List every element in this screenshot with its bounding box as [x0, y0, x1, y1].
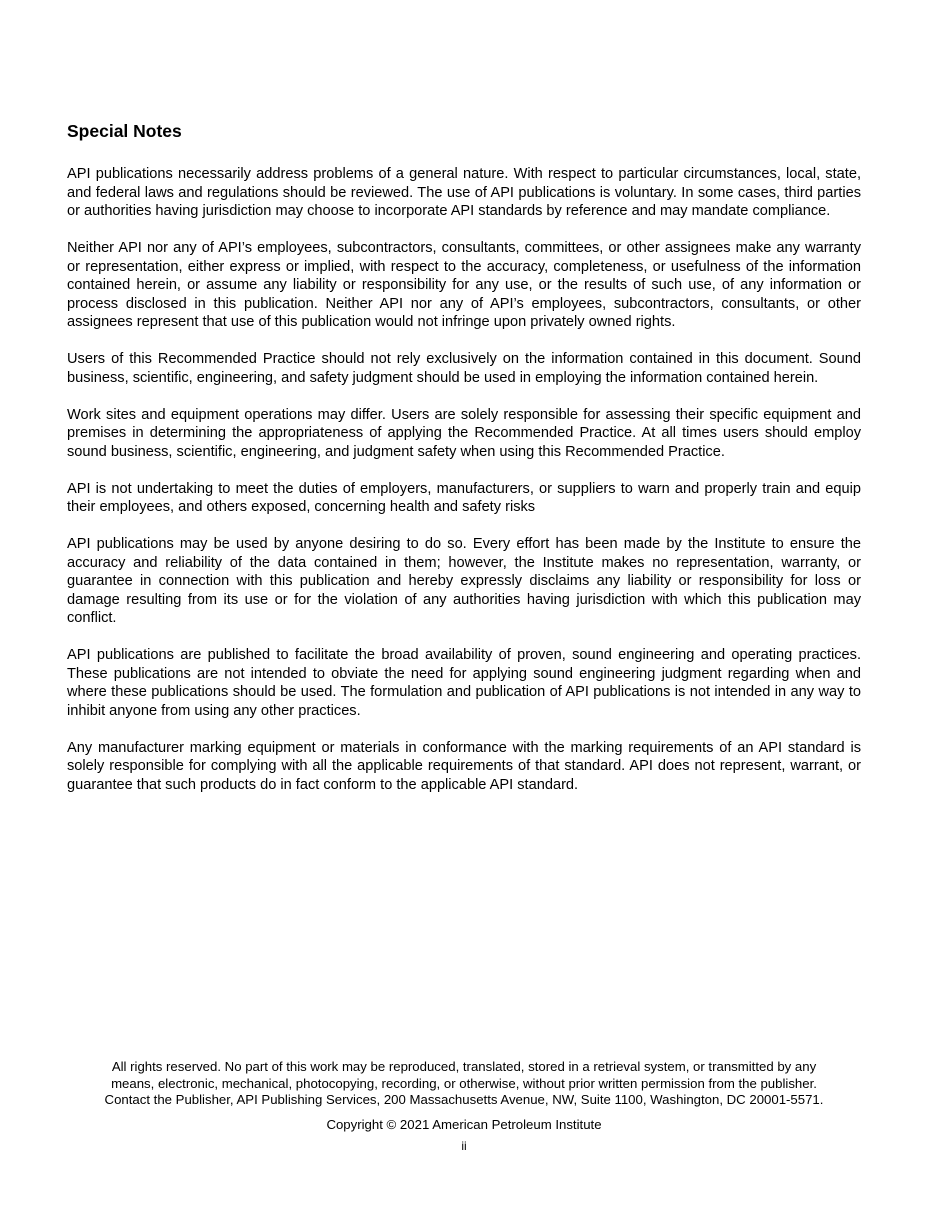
rights-notice — [60, 1059, 868, 1109]
rights-line-3: Contact the Publisher, API Publishing Services, 200 Massachusetts Avenue, NW, Suite 1100, Washington, DC 20001-5571. — [104, 1092, 824, 1107]
page-footer — [60, 1059, 868, 1153]
paragraph-7: API publications are published to facilitate the broad availability of proven, sound engineering and operating practices. These publications are not intended to obviate the need for applying sound engineering judgment regarding when and where these publications should be used. The formulation and publication of API publications is not intended in any way to inhibit anyone from using any other practices. — [67, 647, 861, 719]
page-number: ii — [461, 1139, 467, 1153]
paragraph-8: Any manufacturer marking equipment or materials in conformance with the marking requirements of an API standard is solely responsible for complying with all the applicable requirements of that standard. API does not represent, warrant, or guarantee that such products do in fact conform to the applicable API standard. — [67, 739, 861, 793]
paragraph-3: Users of this Recommended Practice should not rely exclusively on the information contained in this document. Sound business, scientific, engineering, and safety judgment should be used in employing the information contained herein. — [67, 351, 861, 386]
paragraph-5: API is not undertaking to meet the duties of employers, manufacturers, or suppliers to warn and properly train and equip their employees, and others exposed, concerning health and safety risks — [67, 480, 861, 515]
paragraph-1: API publications necessarily address problems of a general nature. With respect to particular circumstances, local, state, and federal laws and regulations should be reviewed. The use of API publications is voluntary. In some cases, third parties or authorities having jurisdiction may choose to incorporate API standards by reference and may mandate compliance. — [67, 166, 861, 219]
paragraph-4: Work sites and equipment operations may differ. Users are solely responsible for assessing their specific equipment and premises in determining the appropriateness of applying the Recommended Practice. At all times users should employ sound business, scientific, engineering, and judgment safety when using this Recommended Practice. — [67, 406, 861, 460]
rights-line-2: means, electronic, mechanical, photocopying, recording, or otherwise, without prior written permission from the publisher. — [111, 1075, 817, 1091]
special-notes-body — [67, 165, 861, 813]
paragraph-6: API publications may be used by anyone desiring to do so. Every effort has been made by the Institute to ensure the accuracy and reliability of the data contained in them; however, the Institute makes no representation, warranty, or guarantee in connection with this publication and hereby expressly disclaims any liability or responsibility for loss or damage resulting from its use or for the violation of any authorities having jurisdiction with which this publication may conflict. — [67, 536, 861, 626]
rights-line-1: All rights reserved. No part of this work may be reproduced, translated, stored in a retrieval system, or transmitted by any — [111, 1059, 817, 1074]
copyright-notice: Copyright © 2021 American Petroleum Institute — [326, 1116, 602, 1132]
page-title: Special Notes — [67, 121, 182, 141]
paragraph-2: Neither API nor any of API’s employees, subcontractors, consultants, committees, or other assignees make any warranty or representation, either express or implied, with respect to the accuracy, completeness, or usefulness of the information contained herein, or assume any liability or responsibility for any use, or the results of such use, of any information or process disclosed in this publication. Neither API nor any of API’s employees, subcontractors, consultants, or other assignees represent that use of this publication would not infringe upon privately owned rights. — [67, 240, 861, 330]
